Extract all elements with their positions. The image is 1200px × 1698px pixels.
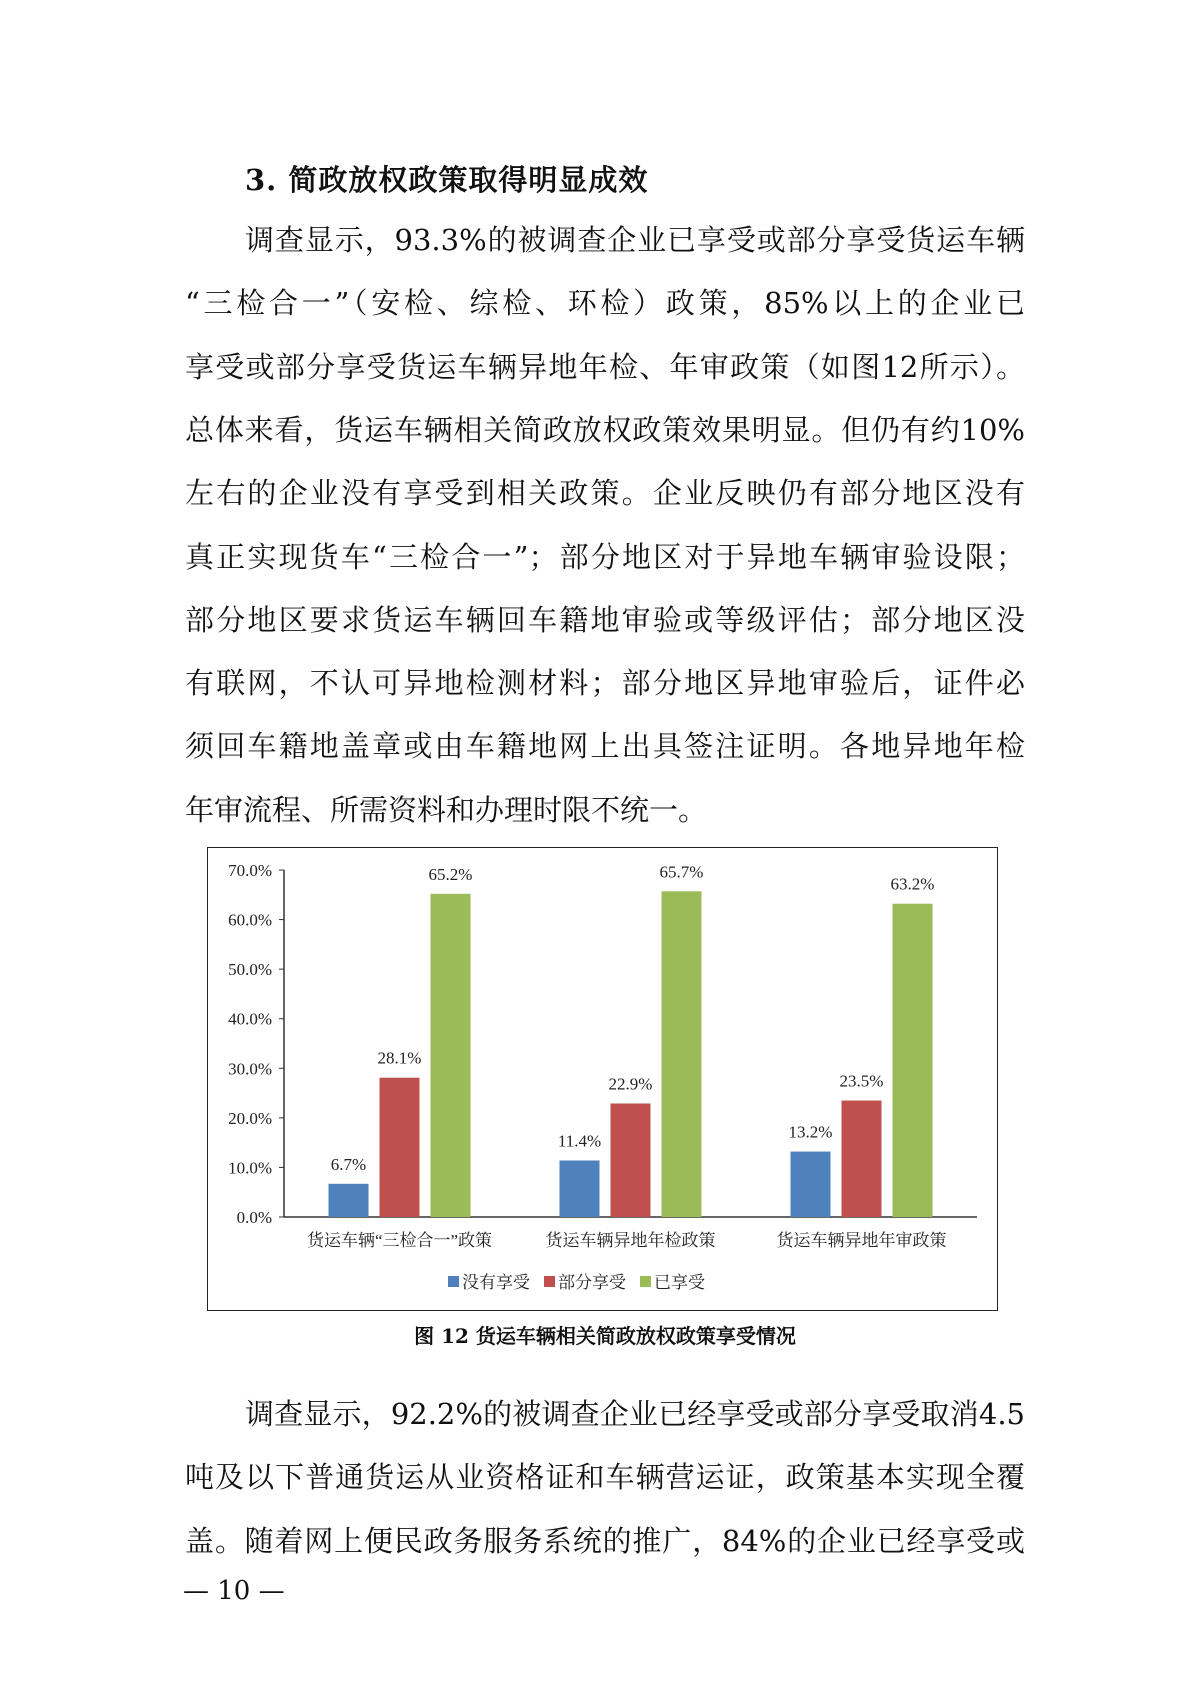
data-label: 23.5% xyxy=(839,1071,884,1091)
bar-1 xyxy=(380,1078,420,1217)
text-line: 享受或部分享受货运车辆异地年检、年审政策（如图12所示）。 xyxy=(185,349,1025,384)
legend-swatch xyxy=(448,1276,459,1287)
category-label: 货运车辆异地年审政策 xyxy=(776,1231,947,1250)
y-tick-label: 60.0% xyxy=(228,910,272,930)
y-tick-label: 20.0% xyxy=(228,1108,272,1128)
text-line: 部分地区要求货运车辆回车籍地审验或等级评估；部分地区没 xyxy=(185,602,1025,637)
data-label: 65.7% xyxy=(659,862,704,882)
chart-svg xyxy=(208,848,997,1310)
legend-swatch xyxy=(640,1276,651,1287)
y-tick-label: 70.0% xyxy=(228,861,272,880)
text-line: 盖。随着网上便民政务服务系统的推广，84%的企业已经享受或 xyxy=(185,1523,1025,1558)
bar-0 xyxy=(791,1152,831,1217)
category-label: 货运车辆“三检合一”政策 xyxy=(306,1231,493,1250)
text-line: 调查显示，92.2%的被调查企业已经享受或部分享受取消4.5 xyxy=(245,1397,1025,1431)
bar-chart xyxy=(207,847,998,1311)
bar-1 xyxy=(611,1103,651,1217)
legend-label: 已享受 xyxy=(654,1273,705,1292)
text-line: 有联网，不认可异地检测材料；部分地区异地审验后，证件必 xyxy=(185,666,1025,701)
data-label: 28.1% xyxy=(377,1048,422,1068)
legend-swatch xyxy=(544,1276,555,1287)
section-heading: 3. 简政放权政策取得明显成效 xyxy=(245,163,649,197)
data-label: 6.7% xyxy=(330,1154,367,1174)
data-label: 13.2% xyxy=(788,1122,833,1142)
text-line: 年审流程、所需资料和办理时限不统一。 xyxy=(185,792,708,827)
bar-2 xyxy=(893,904,933,1217)
legend-label: 没有享受 xyxy=(462,1273,530,1292)
legend-label: 部分享受 xyxy=(558,1273,626,1292)
text-line: 左右的企业没有享受到相关政策。企业反映仍有部分地区没有 xyxy=(185,476,1025,511)
y-tick-label: 0.0% xyxy=(236,1208,272,1227)
text-line: 须回车籍地盖章或由车籍地网上出具签注证明。各地异地年检 xyxy=(185,729,1025,764)
category-label: 货运车辆异地年检政策 xyxy=(545,1231,716,1250)
y-tick-label: 40.0% xyxy=(228,1009,272,1029)
figure-caption: 图 12 货运车辆相关简政放权政策享受情况 xyxy=(414,1324,796,1348)
text-line: 调查显示，93.3%的被调查企业已享受或部分享受货运车辆 xyxy=(245,223,1025,257)
data-label: 22.9% xyxy=(608,1074,653,1094)
bar-0 xyxy=(329,1184,369,1217)
text-line: “三检合一”（安检、综检、环检）政策，85%以上的企业已 xyxy=(185,286,1025,321)
bar-2 xyxy=(431,894,471,1217)
text-line: 总体来看，货运车辆相关简政放权政策效果明显。但仍有约10% xyxy=(185,412,1025,447)
text-line: 吨及以下普通货运从业资格证和车辆营运证，政策基本实现全覆 xyxy=(185,1460,1025,1495)
text-line: 真正实现货车“三检合一”；部分地区对于异地车辆审验设限； xyxy=(185,539,1025,574)
bar-2 xyxy=(662,891,702,1217)
bar-0 xyxy=(560,1160,600,1217)
y-tick-label: 50.0% xyxy=(228,960,272,980)
y-tick-label: 10.0% xyxy=(228,1158,272,1178)
page-number: — 10 — xyxy=(183,1576,285,1606)
y-tick-label: 30.0% xyxy=(228,1059,272,1079)
data-label: 63.2% xyxy=(890,874,935,894)
data-label: 65.2% xyxy=(428,864,473,884)
data-label: 11.4% xyxy=(557,1131,602,1151)
bar-1 xyxy=(842,1101,882,1217)
